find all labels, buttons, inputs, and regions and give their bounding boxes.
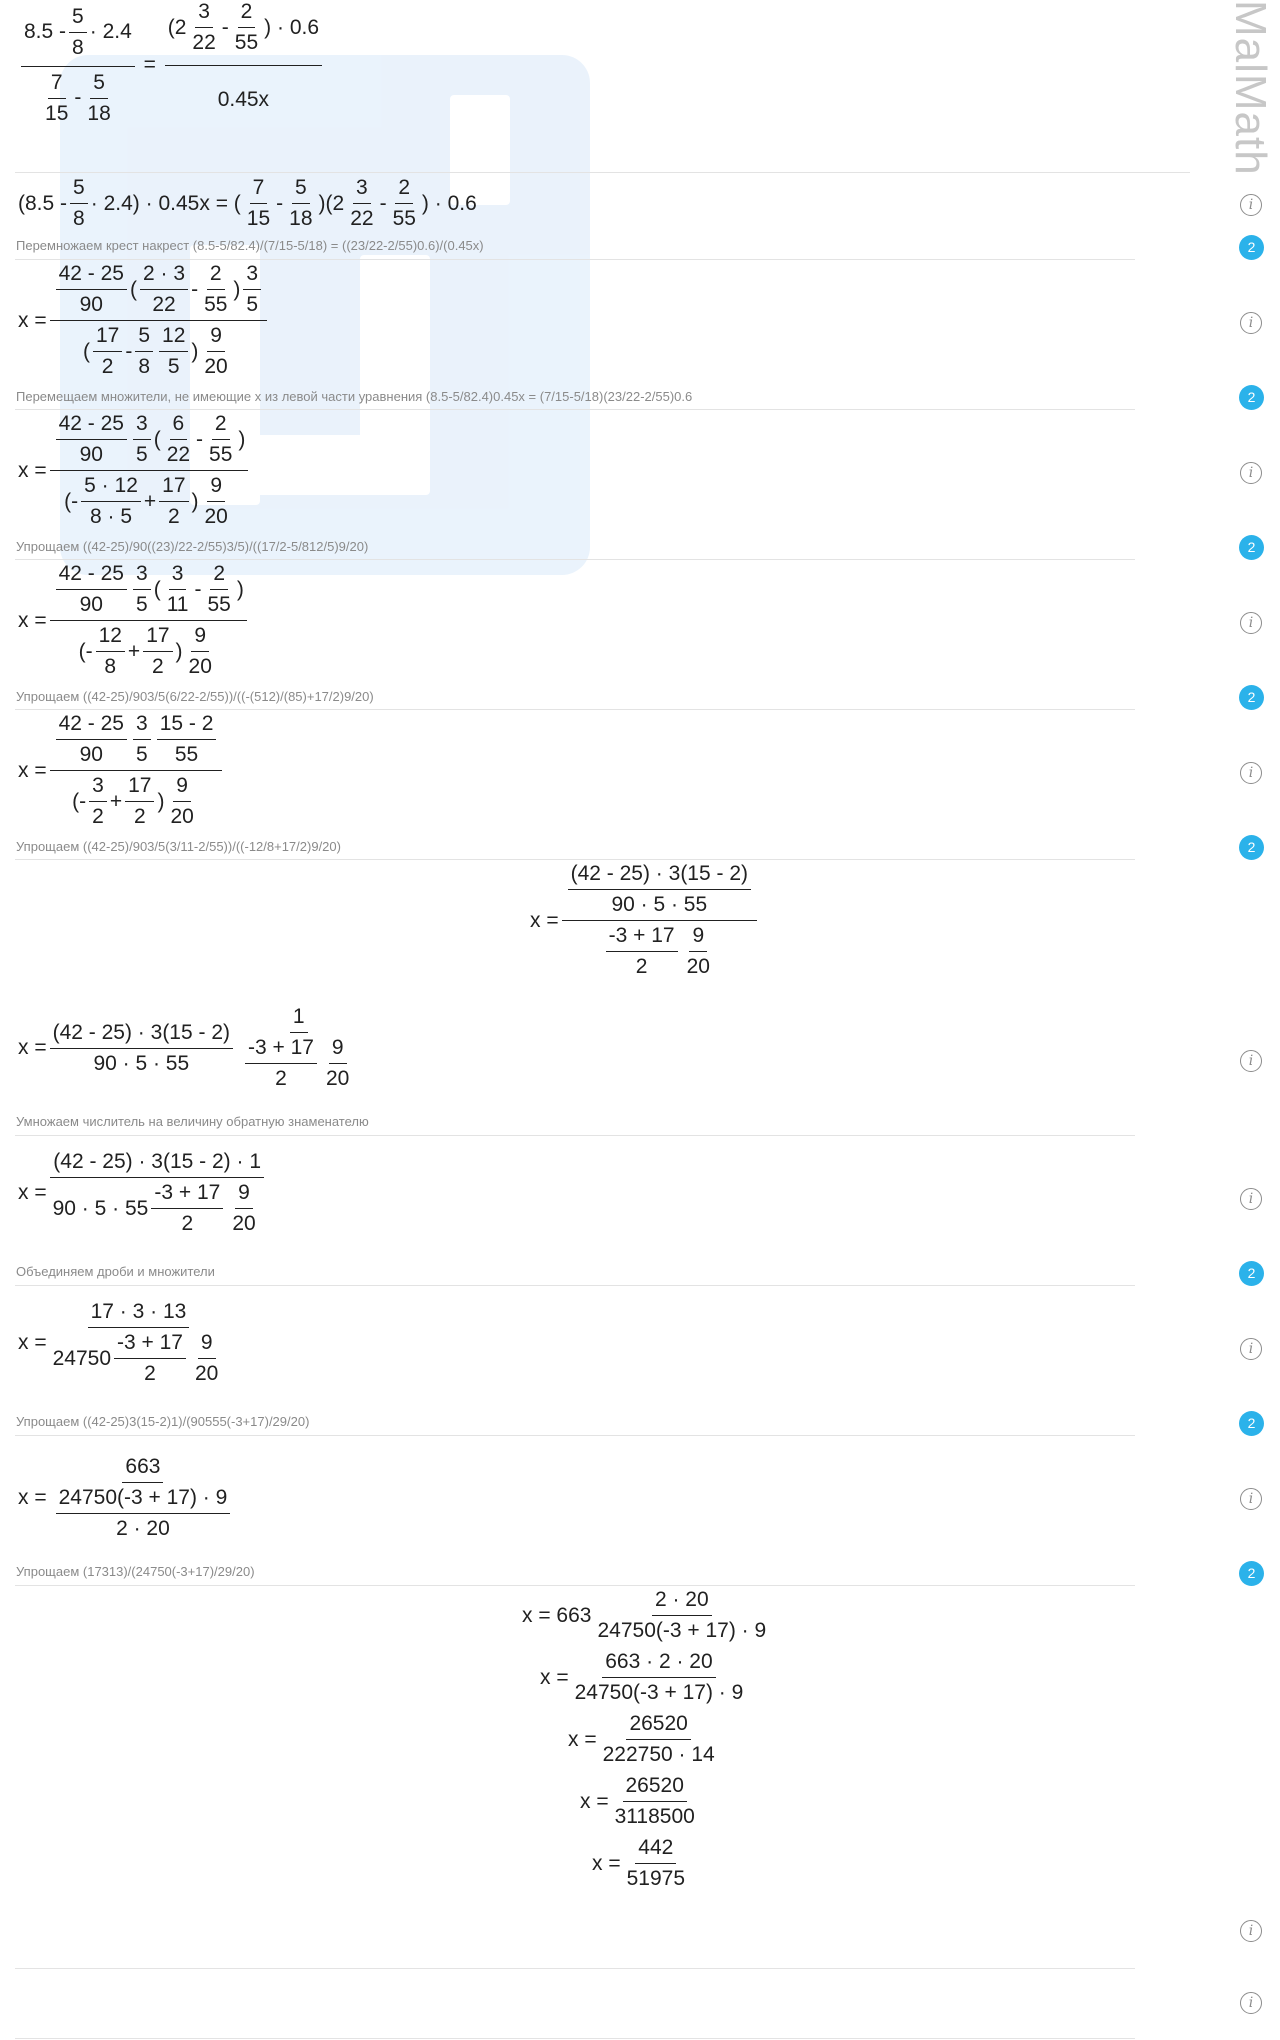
math-num: 42 - 25 — [56, 712, 127, 740]
hint-count-badge[interactable]: 2 — [1239, 685, 1264, 710]
math-num: 3 — [169, 562, 187, 590]
math-num: 3 — [133, 412, 151, 440]
math-op: = — [546, 908, 559, 932]
math-num: 5 — [90, 71, 108, 99]
math-op: ) — [175, 639, 183, 663]
hint-count-badge[interactable]: 2 — [1239, 1561, 1264, 1586]
math-num: 442 — [635, 1836, 676, 1864]
math-var: x — [18, 308, 29, 332]
math-num: 20 — [188, 655, 212, 678]
math-num: 55 — [207, 593, 231, 616]
math-op: = — [34, 1036, 47, 1059]
math-num: 2 — [167, 505, 180, 528]
math-num: 17 — [93, 324, 122, 352]
math-op: - — [276, 191, 284, 215]
math-op: - — [221, 15, 229, 39]
math-num: 0.45x — [158, 191, 210, 215]
math-op: + — [127, 639, 141, 663]
math-op: ) — [191, 489, 199, 513]
info-icon[interactable]: i — [1240, 1338, 1262, 1360]
math-num: 9 — [191, 624, 209, 652]
math-num: 2 — [238, 0, 256, 28]
math-num: 24750(-3 + 17) · 9 — [574, 1681, 744, 1704]
math-num: 3 — [243, 262, 261, 290]
math-num: 3 — [353, 176, 371, 204]
math-op: ( — [82, 339, 90, 363]
math-num: 12 — [159, 324, 188, 352]
math-num: 8 — [104, 655, 117, 678]
math-op: = — [143, 53, 156, 76]
step-hint: Перемещаем множители, не имеющие x из левой части уравнения (8.5-5/82.4)0.45x = (7/15-5/18)(23/22-2/55)0.6 — [16, 389, 693, 404]
info-icon[interactable]: i — [1240, 612, 1262, 634]
math-op: ( — [64, 489, 72, 513]
math-num: 5 — [136, 443, 148, 466]
math-op: · — [160, 262, 168, 285]
math-op: = — [556, 1665, 569, 1689]
math-op: - — [196, 427, 204, 451]
math-num: 5 — [136, 593, 148, 616]
math-op: · — [107, 505, 115, 528]
equation-step-6b — [18, 1005, 361, 1091]
math-op: - — [125, 339, 133, 363]
math-num: 9 — [235, 1181, 253, 1209]
math-var: x — [530, 908, 541, 932]
app-watermark: MalMath — [1226, 0, 1275, 176]
math-num: (42 - 25) · 3(15 - 2) · 1 — [50, 1150, 264, 1178]
math-num: 55 — [234, 31, 259, 54]
math-var: x — [18, 608, 29, 632]
math-num: -3 + 17 — [606, 924, 678, 952]
math-num: 2 · 20 — [116, 1517, 170, 1540]
math-num: 1 — [290, 1005, 308, 1033]
hint-count-badge[interactable]: 2 — [1239, 835, 1264, 860]
math-num: 90 — [79, 443, 103, 466]
equation-original — [18, 0, 325, 130]
equation-step-4 — [18, 562, 250, 679]
math-num: 3 — [89, 774, 107, 802]
info-icon[interactable]: i — [1240, 1050, 1262, 1072]
math-num: 20 — [204, 355, 228, 378]
equation-final-4 — [580, 1774, 701, 1829]
math-num: 5 — [135, 324, 153, 352]
math-num: 3 — [133, 712, 151, 740]
equation-step-8 — [18, 1300, 230, 1386]
math-num: 9 — [198, 1331, 216, 1359]
math-num: 26520 — [623, 1774, 687, 1802]
equation-final-3 — [568, 1712, 721, 1767]
math-num: 24750 — [52, 1346, 112, 1370]
info-icon[interactable]: i — [1240, 1992, 1262, 2014]
math-var: x — [18, 758, 29, 782]
math-num: 663 — [122, 1455, 163, 1483]
math-num: 20 — [686, 955, 710, 978]
math-op: · — [434, 191, 442, 215]
math-var: x — [568, 1727, 579, 1751]
math-op: - — [59, 20, 67, 43]
hint-count-badge[interactable]: 2 — [1239, 535, 1264, 560]
math-op: · — [276, 15, 284, 39]
math-op: - — [79, 789, 87, 813]
math-op: ( — [130, 277, 137, 301]
math-num: 90 · 5 · 55 — [93, 1051, 190, 1075]
math-var: x — [580, 1789, 591, 1813]
math-num: 2 — [210, 562, 228, 590]
info-icon[interactable]: i — [1240, 1920, 1262, 1942]
math-num: 9 — [329, 1036, 347, 1064]
math-num: 2 — [332, 191, 345, 215]
math-op: ) — [318, 191, 326, 215]
math-op: = — [34, 758, 47, 782]
math-num: 5 — [246, 293, 259, 316]
math-num: 2 — [635, 955, 648, 978]
math-num: 9 — [173, 774, 191, 802]
math-num: -3 + 17 — [245, 1036, 317, 1064]
step-hint: Упрощаем ((42-25)/903/5(6/22-2/55))/((-(512)/(85)+17/2)9/20) — [16, 689, 374, 704]
math-op: + — [109, 789, 123, 813]
step-hint: Упрощаем ((42-25)/903/5(3/11-2/55))/((-12/8+17/2)9/20) — [16, 839, 341, 854]
math-num: 2 — [133, 805, 146, 828]
math-num: 5 — [167, 355, 180, 378]
math-num: 90 — [79, 743, 103, 766]
math-op: = — [34, 608, 47, 632]
math-num: 20 — [194, 1362, 219, 1385]
math-num: 2 — [143, 262, 155, 285]
math-num: 20 — [325, 1067, 350, 1090]
equation-step-5 — [18, 712, 225, 829]
math-op: = — [34, 458, 47, 482]
math-num: 51975 — [626, 1867, 686, 1890]
math-var: x — [592, 1851, 603, 1875]
math-op: - — [71, 489, 79, 513]
math-num: 8.5 — [24, 20, 54, 43]
math-num: 2 — [181, 1212, 194, 1235]
math-num: 9 — [207, 324, 225, 352]
math-op: ) — [157, 789, 165, 813]
math-num: 11 — [166, 593, 189, 616]
math-num: 7 — [48, 71, 66, 99]
step-hint: Объединяем дроби и множители — [16, 1264, 215, 1279]
math-num: 26520 — [626, 1712, 690, 1740]
math-num: 42 - 25 — [56, 562, 127, 590]
step-hint: Упрощаем (17313)/(24750(-3+17)/29/20) — [16, 1564, 255, 1579]
math-var: x — [18, 1036, 29, 1059]
math-num: 12 — [96, 624, 125, 652]
math-op: - — [60, 191, 68, 215]
math-num: 18 — [87, 101, 111, 125]
math-num: 90 · 5 · 55 — [52, 1196, 149, 1220]
math-num: 663 · 2 · 20 — [602, 1650, 715, 1678]
math-op: ( — [233, 191, 241, 215]
math-num: 222750 · 14 — [602, 1743, 715, 1766]
math-num: (42 - 25) · 3(15 - 2) — [50, 1021, 233, 1049]
math-num: 2 — [275, 1067, 287, 1090]
math-num: 3 — [133, 562, 151, 590]
math-op: - — [191, 277, 199, 301]
math-num: 42 - 25 — [56, 262, 127, 290]
hint-count-badge[interactable]: 2 — [1239, 1261, 1264, 1286]
info-icon[interactable]: i — [1240, 194, 1262, 216]
equation-step-1 — [18, 176, 477, 231]
math-num: 8 — [89, 505, 102, 528]
math-op: ) — [421, 191, 429, 215]
math-op: ( — [325, 191, 333, 215]
math-num: 8 — [73, 207, 85, 230]
info-icon[interactable]: i — [1240, 1188, 1262, 1210]
math-num: 22 — [192, 31, 216, 54]
math-num: -3 + 17 — [151, 1181, 223, 1209]
math-op: ) — [132, 191, 140, 215]
math-num: 3 — [173, 262, 186, 285]
step-hint: Упрощаем ((42-25)/90((23)/22-2/55)3/5)/((17/2-5/812/5)9/20) — [16, 539, 369, 554]
equation-final-1 — [522, 1588, 772, 1643]
math-num: 5 — [70, 176, 88, 204]
math-op: ( — [167, 15, 175, 39]
math-op: ( — [72, 789, 80, 813]
math-num: 20 — [204, 505, 228, 528]
math-num: 0.6 — [289, 15, 320, 39]
math-num: 55 — [209, 443, 233, 466]
math-var: x — [18, 1486, 29, 1509]
math-op: - — [74, 86, 82, 109]
equation-final-5 — [592, 1836, 691, 1891]
math-num: 15 — [246, 207, 271, 230]
math-num: 2 — [207, 262, 225, 290]
math-num: 3 — [195, 0, 213, 28]
math-num: 2 · 20 — [652, 1588, 712, 1616]
math-op: ( — [153, 577, 161, 601]
math-op: - — [85, 639, 93, 663]
math-num: 5 — [292, 176, 310, 204]
math-op: ) — [191, 339, 199, 363]
math-op: · — [89, 20, 97, 43]
math-num: 22 — [152, 293, 176, 316]
math-op: ) — [236, 577, 244, 601]
math-op: - — [194, 577, 202, 601]
equation-step-9 — [18, 1455, 239, 1541]
math-num: 55 — [174, 743, 199, 766]
math-op: = — [596, 1789, 609, 1813]
math-op: = — [608, 1851, 621, 1875]
math-num: 2 — [101, 355, 114, 378]
math-op: · — [145, 191, 153, 215]
math-num: 5 — [84, 474, 96, 497]
math-op: = — [215, 191, 228, 215]
math-num: 2 — [92, 805, 104, 828]
math-num: 20 — [170, 805, 194, 828]
math-num: 2 — [144, 1362, 156, 1385]
math-num: 90 · 5 · 55 — [611, 893, 708, 916]
info-icon[interactable]: i — [1240, 462, 1262, 484]
step-hint: Перемножаем крест накрест (8.5-5/82.4)/(7/15-5/18) = ((23/22-2/55)0.6)/(0.45x) — [16, 238, 484, 253]
math-op: ( — [18, 191, 25, 215]
math-num: 17 — [125, 774, 154, 802]
math-var: x — [18, 1331, 29, 1354]
math-num: 20 — [232, 1212, 256, 1235]
math-op: · — [90, 191, 98, 215]
equation-step-7 — [18, 1150, 268, 1236]
math-num: 7 — [250, 176, 268, 204]
math-op: ) — [238, 427, 246, 451]
math-num: 17 · 3 · 13 — [88, 1300, 190, 1328]
math-num: 2.4 — [103, 191, 133, 215]
equation-step-3 — [18, 412, 251, 529]
hint-count-badge[interactable]: 2 — [1239, 235, 1264, 260]
math-num: 17 — [143, 624, 172, 652]
math-op: = — [34, 1486, 47, 1509]
math-num: 24750(-3 + 17) · 9 — [56, 1486, 231, 1514]
math-num: 2.4 — [102, 20, 132, 43]
math-op: ( — [78, 639, 86, 663]
math-num: 55 — [204, 293, 228, 316]
math-num: 2 — [395, 176, 413, 204]
step-row-empty — [15, 1968, 1135, 2039]
math-num: 18 — [289, 207, 313, 230]
math-num: 90 — [79, 593, 103, 616]
math-num: (42 - 25) · 3(15 - 2) — [568, 862, 751, 890]
math-op: ( — [153, 427, 161, 451]
math-num: 5 — [69, 5, 87, 33]
hint-count-badge[interactable]: 2 — [1239, 385, 1264, 410]
info-icon[interactable]: i — [1240, 1488, 1262, 1510]
math-num: 42 - 25 — [56, 412, 127, 440]
math-op: ) — [264, 15, 272, 39]
math-num: 12 — [114, 474, 138, 497]
math-num: 9 — [207, 474, 225, 502]
math-op: - — [379, 191, 387, 215]
math-num: x = 663 — [522, 1603, 592, 1627]
step-hint: Упрощаем ((42-25)3(15-2)1)/(90555(-3+17)/29/20) — [16, 1414, 310, 1429]
math-var: x — [18, 1181, 29, 1204]
equation-final-2 — [540, 1650, 749, 1705]
math-op: = — [584, 1727, 597, 1751]
math-num: 8 — [138, 355, 151, 378]
math-num: 5 — [120, 505, 133, 528]
equation-step-6a — [530, 862, 760, 979]
info-icon[interactable]: i — [1240, 762, 1262, 784]
math-num: 9 — [689, 924, 707, 952]
math-op: ) — [233, 277, 241, 301]
math-op: · — [101, 474, 109, 497]
info-icon[interactable]: i — [1240, 312, 1262, 334]
math-var: x — [18, 458, 29, 482]
math-op: = — [34, 1181, 47, 1204]
math-num: 22 — [350, 207, 374, 230]
math-op: + — [143, 489, 157, 513]
step-hint: Умножаем числитель на величину обратную знаменателю — [16, 1114, 369, 1129]
math-num: 15 - 2 — [157, 712, 217, 740]
math-var: x — [540, 1665, 551, 1689]
math-num: 8 — [72, 35, 84, 59]
math-num: 17 — [159, 474, 188, 502]
math-num: 15 — [45, 101, 69, 125]
math-num: 24750(-3 + 17) · 9 — [597, 1619, 767, 1642]
math-num: 2 — [174, 15, 187, 39]
math-num: 90 — [79, 293, 103, 316]
hint-count-badge[interactable]: 2 — [1239, 1411, 1264, 1436]
math-num: 2 — [152, 655, 164, 678]
math-num: -3 + 17 — [114, 1331, 186, 1359]
math-num: 0.45x — [217, 88, 270, 111]
equation-step-2 — [18, 262, 270, 379]
math-num: 2 — [212, 412, 230, 440]
math-op: = — [34, 1331, 47, 1354]
math-num: 22 — [166, 443, 191, 466]
math-num: 6 — [170, 412, 188, 440]
math-op: = — [34, 308, 47, 332]
math-num: 55 — [392, 207, 416, 230]
math-num: 3118500 — [614, 1805, 695, 1828]
math-num: 5 — [136, 743, 148, 766]
math-num: 0.6 — [447, 191, 477, 215]
math-num: 8.5 — [25, 191, 55, 215]
